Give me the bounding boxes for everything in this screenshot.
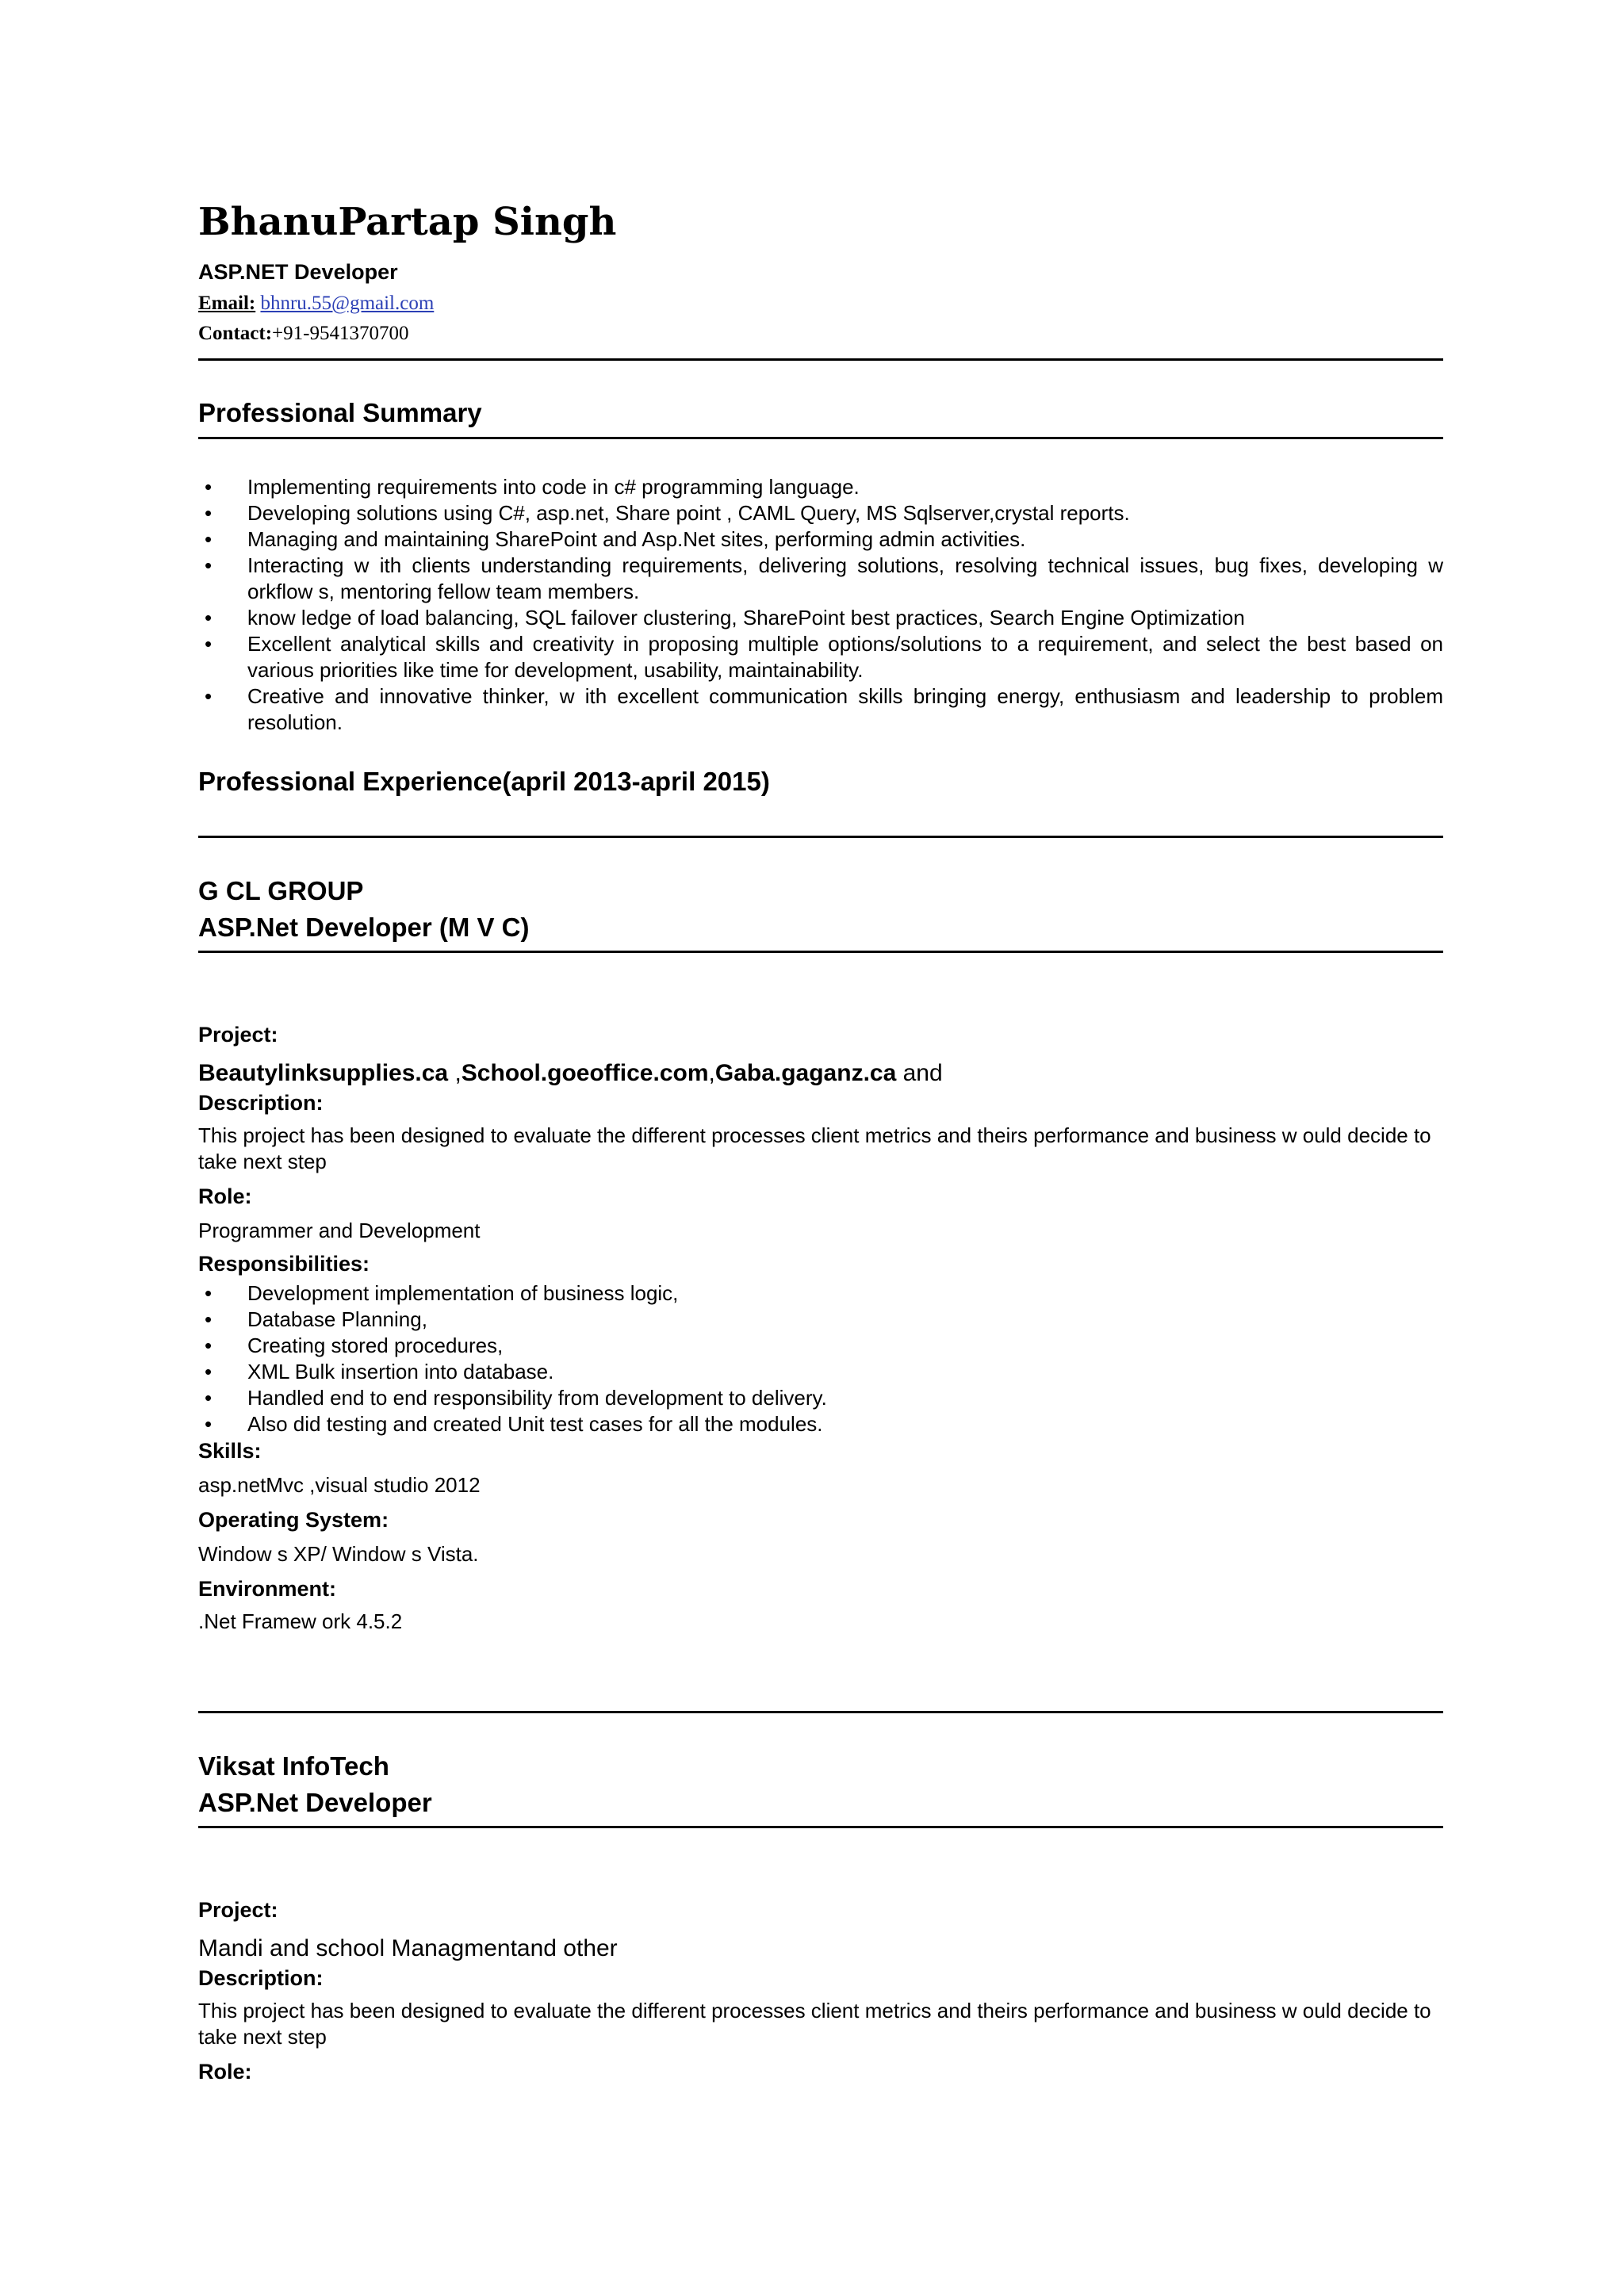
email-link[interactable]: bhnru.55@gmail.com — [260, 293, 435, 314]
header-divider — [198, 358, 1443, 361]
project-label: Project: — [198, 1898, 278, 1922]
responsibilities-label: Responsibilities: — [198, 1252, 370, 1276]
bullet-icon: • — [205, 1386, 213, 1410]
bullet-icon: • — [205, 475, 213, 499]
list-item: • Excellent analytical skills and creativity in proposing multiple options/solutions to a requirement, and select the best based on various priorities like time for development, usability, maintainability. — [205, 632, 1443, 682]
role-label: Role: — [198, 1184, 252, 1208]
bullet-icon: • — [205, 606, 213, 629]
bullet-icon: • — [205, 501, 213, 525]
job-gcl — [198, 873, 1443, 1635]
list-item: • Database Planning, — [205, 1307, 427, 1331]
list-item: • know ledge of load balancing, SQL failover clustering, SharePoint best practices, Search Engine Optimization — [205, 606, 1245, 629]
os-label: Operating System: — [198, 1508, 389, 1532]
company-name: Viksat InfoTech — [198, 1751, 389, 1781]
job-position: ASP.Net Developer — [198, 1788, 432, 1817]
experience-heading: Professional Experience(april 2013-april 2015) — [198, 767, 770, 796]
list-item: • Also did testing and created Unit test cases for all the modules. — [205, 1412, 823, 1436]
list-item: • Creating stored procedures, — [205, 1334, 504, 1357]
project-label: Project: — [198, 1023, 278, 1047]
bullet-icon: • — [205, 553, 213, 577]
resume-header — [198, 198, 1443, 349]
description-label: Description: — [198, 1091, 324, 1115]
skills-text: asp.netMvc ,visual studio 2012 — [198, 1473, 481, 1497]
list-item: • XML Bulk insertion into database. — [205, 1360, 554, 1383]
bullet-icon: • — [205, 684, 213, 708]
contact-line — [198, 319, 1443, 349]
summary-heading: Professional Summary — [198, 398, 482, 427]
project-name: Beautylinksupplies.ca ,School.goeoffice.com,Gaba.gaganz.ca and — [198, 1060, 943, 1086]
environment-label: Environment: — [198, 1577, 337, 1601]
job-viksat — [198, 1748, 1443, 2085]
description-text: This project has been designed to evaluate the different processes client metrics and theirs performance and business w ould decide to take next step — [198, 1999, 1431, 2049]
email-label: Email: — [198, 293, 256, 314]
role-label: Role: — [198, 2060, 252, 2084]
bullet-icon: • — [205, 1307, 213, 1331]
list-item: • Interacting w ith clients understanding requirements, delivering solutions, resolving technical issues, bug fixes, developing w orkflow s, mentoring fellow team members. — [205, 553, 1443, 603]
bullet-icon: • — [205, 1281, 213, 1305]
bullet-icon: • — [205, 1360, 213, 1383]
email-line — [198, 289, 1443, 319]
bullet-icon: • — [205, 527, 213, 551]
os-text: Window s XP/ Window s Vista. — [198, 1542, 479, 1566]
experience-divider — [198, 836, 1443, 838]
bullet-icon: • — [205, 1334, 213, 1357]
summary-list — [198, 474, 1443, 736]
role-text: Programmer and Development — [198, 1219, 481, 1242]
list-item: • Creative and innovative thinker, w ith excellent communication skills bringing energy, enthusiasm and leadership to problem resolution. — [205, 684, 1443, 734]
list-item: • Managing and maintaining SharePoint and Asp.Net sites, performing admin activities. — [205, 527, 1026, 551]
resume-page — [198, 198, 1443, 2085]
summary-divider — [198, 437, 1443, 439]
responsibilities-list — [198, 1280, 1443, 1437]
job-position: ASP.Net Developer (M V C) — [198, 913, 530, 942]
list-item: • Implementing requirements into code in c# programming language. — [205, 475, 860, 499]
environment-text: .Net Framew ork 4.5.2 — [198, 1609, 403, 1633]
contact-label: Contact: — [198, 323, 273, 344]
list-item: • Handled end to end responsibility from development to delivery. — [205, 1386, 827, 1410]
description-text: This project has been designed to evaluate the different processes client metrics and theirs performance and business w ould decide to take next step — [198, 1123, 1431, 1173]
company-name: G CL GROUP — [198, 876, 364, 905]
job-separator — [198, 1711, 1443, 1713]
contact-value: +91-9541370700 — [272, 323, 409, 344]
skills-label: Skills: — [198, 1439, 262, 1463]
project-name: Mandi and school Managmentand other — [198, 1935, 618, 1961]
bullet-icon: • — [205, 632, 213, 656]
job-divider — [198, 1826, 1443, 1828]
candidate-title: ASP.NET Developer — [198, 260, 398, 284]
description-label: Description: — [198, 1966, 324, 1990]
candidate-name: BhanuPartap Singh — [198, 200, 617, 244]
list-item: • Development implementation of business logic, — [205, 1281, 679, 1305]
job-divider — [198, 951, 1443, 953]
bullet-icon: • — [205, 1412, 213, 1436]
list-item: • Developing solutions using C#, asp.net, Share point , CAML Query, MS Sqlserver,crystal reports. — [205, 501, 1130, 525]
